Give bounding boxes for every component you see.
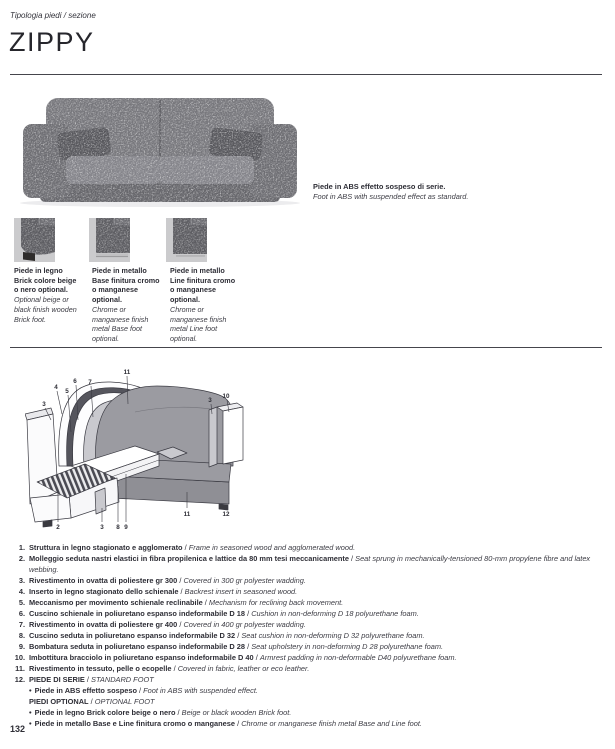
spec-item-8: 8. Cuscino seduta in poliuretano espanso indeformabile D 32 / Seat cushion in non-deforming D 32 polyurethane foam. [10,630,608,641]
spec-num: 5. [18,598,25,607]
foot-caption-base-en: Chrome or manganese finish metal Base foot optional. [92,304,149,343]
foot-caption-base-it: Piede in metallo Base finitura cromo o manganese optional. [92,266,160,305]
diagram-label: 11 [123,369,131,376]
foot-thumb-brick-wood [14,218,55,262]
diagram-label: 9 [124,524,128,531]
spec-item-7: 7. Rivestimento in ovatta di poliestere gr 400 / Covered in 400 gr polyester wadding. [10,619,608,630]
hero-caption [313,182,603,201]
spec-num: 7. [18,620,25,629]
diagram-label: 3 [42,401,46,408]
spec-num: 3. [18,576,25,585]
bullet-icon: • [29,686,32,695]
diagram-label: 4 [54,384,58,391]
hero-caption-en: Foot in ABS with suspended effect as standard. [313,191,469,201]
spec-item-4: 4. Inserto in legno stagionato dello schienale / Backrest insert in seasoned wood. [10,586,608,597]
header-divider [10,74,602,75]
page-number: 132 [10,724,26,734]
spec-item-9: 9. Bombatura seduta in poliuretano espanso indeformabile D 28 / Seat upholstery in non-deforming D 28 polyurethane foam. [10,641,608,652]
foot-caption-line [170,266,236,344]
diagram-label: 10 [222,393,230,400]
spec-item-11: 11. Rivestimento in tessuto, pelle o ecopelle / Covered in fabric, leather or eco leather. [10,663,608,674]
spec-num: 8. [18,631,25,640]
spec-item-10: 10. Imbottitura bracciolo in poliuretano espanso indeformabile D 40 / Armrest padding in non-deformable D40 polyurethane foam. [10,652,608,663]
section-eyebrow: Tipologia piedi / sezione [10,11,96,20]
foot-thumb-metal-base [89,218,130,262]
bullet-icon: • [29,708,32,717]
foot-caption-line-it: Piede in metallo Line finitura cromo o manganese optional. [170,266,236,305]
diagram-label: 12 [222,511,230,518]
diagram-label: 2 [56,524,60,531]
diagram-label: 7 [88,379,92,386]
spec-item-5: 5. Meccanismo per movimento schienale reclinabile / Mechanism for reclining back movement. [10,597,608,608]
diagram-label: 8 [116,524,120,531]
spec-num: 9. [18,642,25,651]
spec-num: 12. [14,675,25,684]
diagram-label: 5 [65,388,69,395]
foot-caption-brick-it: Piede in legno Brick colore beige o nero optional. [14,266,77,295]
spec-num: 6. [18,609,25,618]
spec-item-12: 12. PIEDE DI SERIE / STANDARD FOOT [10,674,608,685]
spec-num: 11. [15,664,25,673]
foot-caption-line-en: Chrome or manganese finish metal Line foot optional. [170,304,227,343]
spec-item-3: 3. Rivestimento in ovatta di poliestere gr 300 / Covered in 300 gr polyester wadding. [10,575,608,586]
spec-item-2: 2. Molleggio seduta nastri elastici in fibra propilenica e lattice da 80 mm tesi meccanicamente / Seat sprung in mechanically-tensioned 80-mm propylene fibre and latex webbing. [10,553,608,575]
spec-num: 4. [18,587,25,596]
spec-sub-abs-foot: • Piede in ABS effetto sospeso / Foot in ABS with suspended effect. [29,686,258,695]
spec-num: 1. [18,543,25,552]
foot-caption-brick-en: Optional beige or black finish wooden Brick foot. [14,295,77,324]
spec-item-1: 1. Struttura in legno stagionato e agglomerato / Frame in seasoned wood and agglomerated wood. [10,542,608,553]
foot-caption-base [92,266,162,344]
spec-sub-brick-foot: • Piede in legno Brick colore beige o nero / Beige or black wooden Brick foot. [29,708,292,717]
page-title: ZIPPY [9,27,95,57]
spec-sub-metal-foot: • Piede in metallo Base e Line finitura cromo o manganese / Chrome or manganese finish metal Base and Line foot. [29,719,422,728]
sofa-section-diagram [25,360,265,540]
sofa-photo-image [10,86,310,208]
spec-num: 10. [14,653,25,662]
diagram-label: 6 [73,378,77,385]
diagram-label: 3 [100,524,104,531]
spec-item-6: 6. Cuscino schienale in poliuretano espanso indeformabile D 18 / Cushion in non-deforming D 18 polyurethane foam. [10,608,608,619]
bullet-icon: • [29,719,32,728]
diagram-label: 3 [208,397,212,404]
spec-sub-optional-heading: PIEDI OPTIONAL / OPTIONAL FOOT [29,697,155,706]
foot-caption-brick [14,266,82,324]
spec-num: 2. [18,554,25,563]
diagram-label: 11 [183,511,191,518]
spec-list [10,542,608,729]
section-divider [10,347,602,348]
hero-caption-it: Piede in ABS effetto sospeso di serie. [313,182,446,191]
foot-thumb-metal-line [166,218,207,262]
